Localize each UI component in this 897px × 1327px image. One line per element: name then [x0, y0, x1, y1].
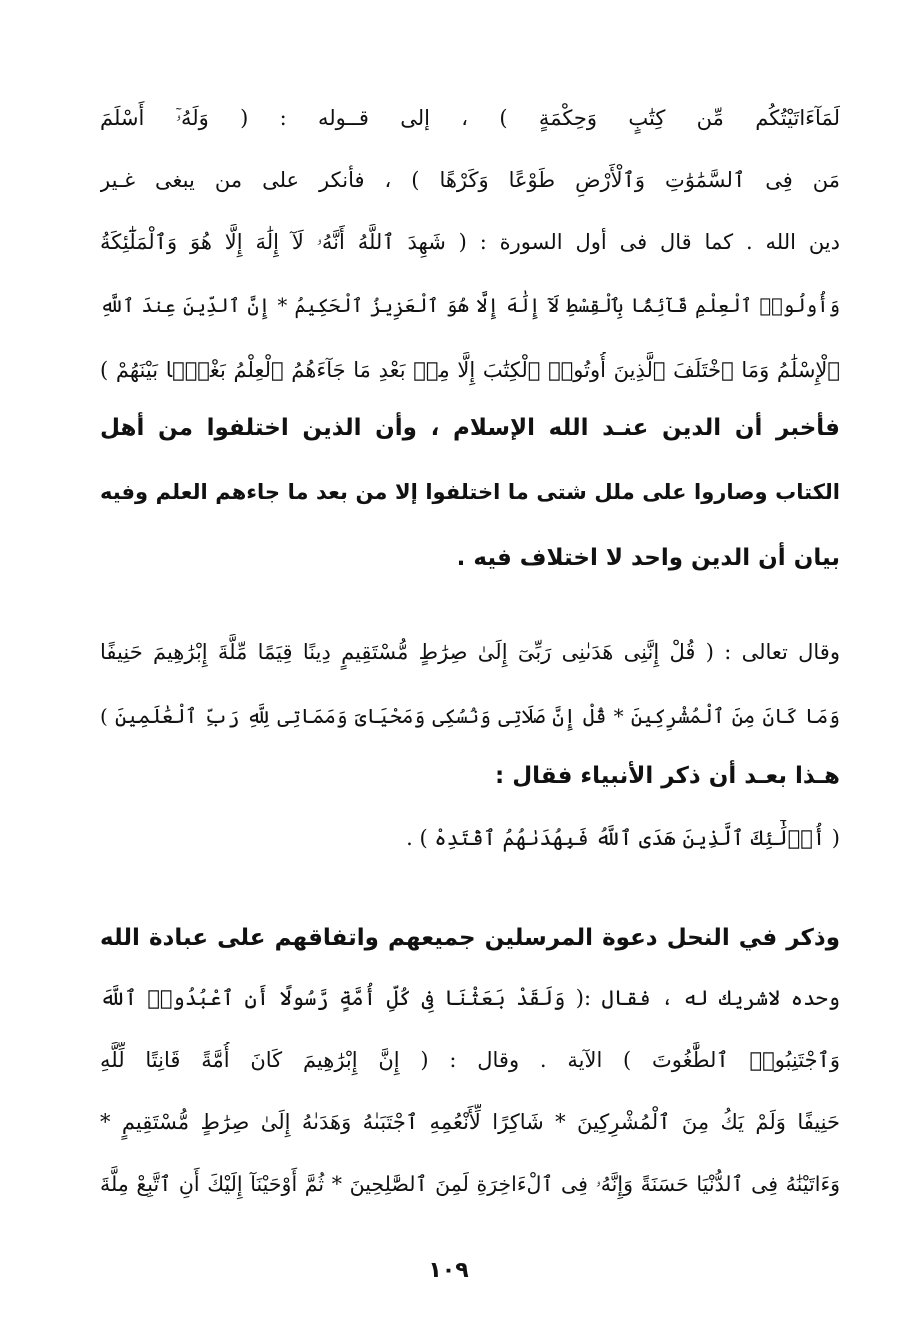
text-line: ٱلْإِسْلَٰمُ وَمَا ٱخْتَلَفَ ٱلَّذِينَ أُوتُوا۟ ٱلْكِتَٰبَ إِلَّا مِنۢ بَعْدِ مَا جَآءَهُمُ ٱلْعِلْمُ بَغْيًۢا بَيْنَهُمْ )	[100, 358, 840, 382]
text-line: لَمَآءَاتَيْتُكُم مِّن كِتَٰبٍ وَحِكْمَةٍ ) ، إلى قــوله : ( وَلَهُۥٓ أَسْلَمَ	[100, 106, 840, 130]
text-line: وَمَا كَانَ مِنَ ٱلْمُشْرِكِينَ * قُلْ إِنَّ صَلَاتِى وَنُسُكِى وَمَحْيَاىَ وَمَمَاتِى لِلَّهِ رَبِّ ٱلْعَٰلَمِينَ )	[100, 704, 840, 728]
text-line: بيان أن الدين واحد لا اختلاف فيه .	[456, 545, 840, 571]
text-line: وقال تعالى : ( قُلْ إِنَّنِى هَدَىٰنِى رَبِّىٓ إِلَىٰ صِرَٰطٍ مُّسْتَقِيمٍ دِينًا قِيَمًا مِّلَّةَ إِبْرَٰهِيمَ حَنِيفًا	[100, 640, 840, 664]
text-line: ( أُو۟لَٰٓئِكَ ٱلَّذِينَ هَدَى ٱللَّهُ فَبِهُدَىٰهُمُ ٱقْتَدِهْ ) .	[406, 826, 840, 850]
text-line: وذكر في النحل دعوة المرسلين جميعهم واتفاقهم على عبادة الله	[100, 925, 840, 951]
text-line: وَأُولُوا۟ ٱلْعِلْمِ قَآئِمًۢا بِٱلْقِسْطِ لَآ إِلَٰهَ إِلَّا هُوَ ٱلْعَزِيزُ ٱلْحَكِيمُ * إِنَّ ٱلدِّينَ عِندَ ٱللَّهِ	[100, 294, 840, 317]
text-line: دين الله . كما قال فى أول السورة : ( شَهِدَ ٱللَّهُ أَنَّهُۥ لَآ إِلَٰهَ إِلَّا هُوَ وَٱلْمَلَٰٓئِكَةُ	[100, 230, 840, 254]
text-line: وَءَاتَيْنَٰهُ فِى ٱلدُّنْيَا حَسَنَةً وَإِنَّهُۥ فِى ٱلْءَاخِرَةِ لَمِنَ ٱلصَّٰلِحِينَ * ثُمَّ أَوْحَيْنَآ إِلَيْكَ أَنِ ٱتَّبِعْ مِلَّةَ	[100, 1172, 840, 1196]
page-number: ١٠٩	[428, 1258, 469, 1283]
text-line: وَٱجْتَنِبُوا۟ ٱلطَّٰغُوتَ ) الآية . وقال : ( إِنَّ إِبْرَٰهِيمَ كَانَ أُمَّةً قَانِتًا لِّلَّهِ	[100, 1048, 840, 1072]
text-line: حَنِيفًا وَلَمْ يَكُ مِنَ ٱلْمُشْرِكِينَ * شَاكِرًا لِّأَنْعُمِهِ ٱجْتَبَىٰهُ وَهَدَىٰهُ إِلَىٰ صِرَٰطٍ مُّسْتَقِيمٍ *	[100, 1110, 840, 1134]
text-line: هـذا بعـد أن ذكر الأنبياء فقال :	[494, 763, 840, 789]
text-line: وحده لاشريك له ، فقال :( وَلَقَدْ بَعَثْنَا فِى كُلِّ أُمَّةٍ رَّسُولًا أَنِ ٱعْبُدُوا۟ ٱللَّهَ	[100, 986, 840, 1010]
text-line: الكتاب وصاروا على ملل شتى ما اختلفوا إلا من بعد ما جاءهم العلم وفيه	[100, 480, 840, 504]
text-line: مَن فِى ٱلسَّمَٰوَٰتِ وَٱلْأَرْضِ طَوْعًا وَكَرْهًا ) ، فأنكر على من يبغى غـير	[100, 168, 840, 192]
text-line: فأخبر أن الدين عنـد الله الإسلام ، وأن الذين اختلفوا من أهل	[100, 415, 840, 441]
